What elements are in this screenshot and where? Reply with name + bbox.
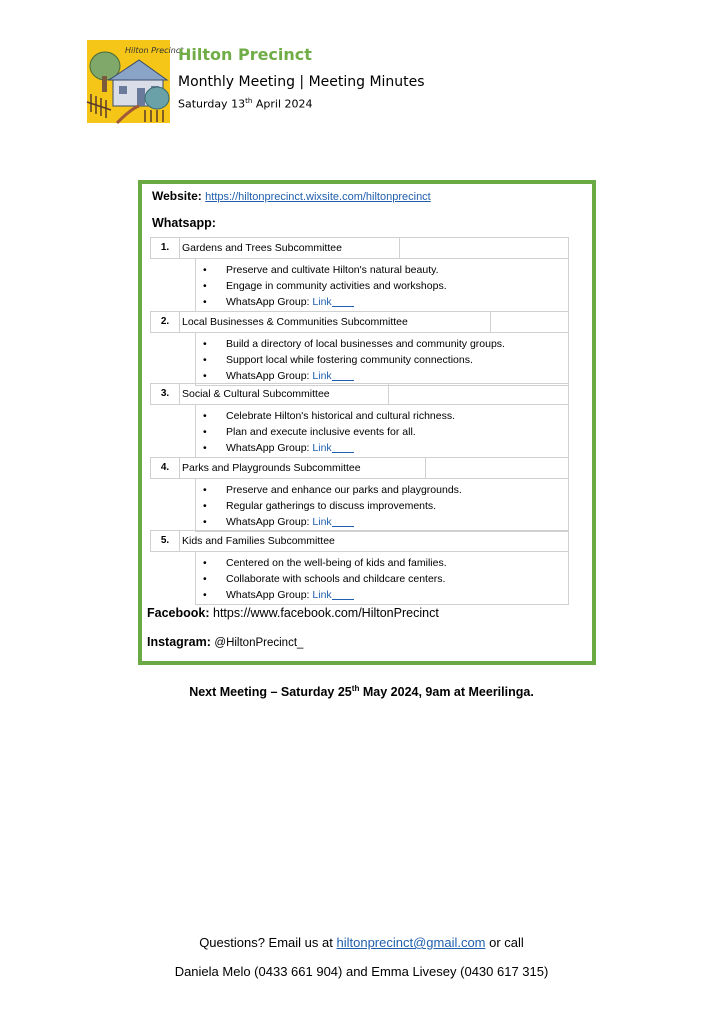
bullet-item: • Engage in community activities and workshops. (203, 280, 447, 292)
bullet-item: • Plan and execute inclusive events for all. (203, 426, 416, 438)
subcommittee-header (150, 311, 569, 333)
facebook-url[interactable]: https://www.facebook.com/HiltonPrecinct (213, 606, 439, 620)
subcommittee-title: Local Businesses & Communities Subcommittee (182, 316, 408, 328)
bullet-icon: • (203, 557, 207, 569)
subcommittee-title: Gardens and Trees Subcommittee (182, 242, 342, 254)
subcommittee-header (150, 383, 569, 405)
cell-divider (425, 458, 426, 478)
bullet-item: • Celebrate Hilton's historical and cultural richness. (203, 410, 456, 422)
bullet-icon: • (203, 589, 207, 601)
meeting-date: Saturday 13th April 2024 (178, 96, 313, 111)
subcommittee-number: 1. (151, 238, 180, 258)
bullet-icon: • (203, 280, 207, 292)
subcommittee-1 (150, 237, 569, 312)
website-line: Website: https://hiltonprecinct.wixsite.com/hiltonprecinct (152, 189, 431, 203)
whatsapp-group-link[interactable]: Link (312, 589, 332, 601)
instagram-line: Instagram: @HiltonPrecinct_ (147, 635, 304, 649)
cell-divider (490, 312, 491, 332)
link-underline (332, 526, 354, 527)
facebook-line: Facebook: https://www.facebook.com/HiltonPrecinct (147, 606, 439, 620)
bullet-item: • Centered on the well-being of kids and families. (203, 557, 447, 569)
subcommittee-details (195, 405, 569, 458)
bullet-icon: • (203, 370, 207, 382)
link-underline (332, 452, 354, 453)
bullet-icon: • (203, 410, 207, 422)
bullet-icon: • (203, 426, 207, 438)
whatsapp-group-item: • WhatsApp Group: Link (203, 294, 354, 310)
bullet-item: • Preserve and cultivate Hilton's natural beauty. (203, 264, 439, 276)
whatsapp-group-item: • WhatsApp Group: Link (203, 514, 354, 530)
subcommittee-number: 4. (151, 458, 180, 478)
bullet-icon: • (203, 338, 207, 350)
document-subtitle: Monthly Meeting | Meeting Minutes (178, 74, 425, 90)
whatsapp-group-item: • WhatsApp Group: Link (203, 368, 354, 384)
subcommittee-title: Parks and Playgrounds Subcommittee (182, 462, 361, 474)
subcommittee-header (150, 457, 569, 479)
footer-phone-line: Daniela Melo (0433 661 904) and Emma Livesey (0430 617 315) (174, 964, 549, 979)
subcommittee-details (195, 259, 569, 312)
subcommittee-3 (150, 383, 569, 458)
svg-text:Hilton Precinct: Hilton Precinct (125, 46, 184, 55)
subcommittee-4 (150, 457, 569, 532)
bullet-icon: • (203, 264, 207, 276)
whatsapp-group-item: • WhatsApp Group: Link (203, 587, 354, 603)
bullet-item: • Regular gatherings to discuss improvements. (203, 500, 437, 512)
whatsapp-group-link[interactable]: Link (312, 516, 332, 528)
cell-divider (388, 384, 389, 404)
bullet-icon: • (203, 354, 207, 366)
subcommittee-number: 2. (151, 312, 180, 332)
bullet-icon: • (203, 516, 207, 528)
website-link[interactable]: https://hiltonprecinct.wixsite.com/hiltonprecinct (205, 191, 431, 203)
bullet-icon: • (203, 442, 207, 454)
bullet-icon: • (203, 500, 207, 512)
whatsapp-group-link[interactable]: Link (312, 296, 332, 308)
next-meeting: Next Meeting – Saturday 25th May 2024, 9am at Meerilinga. (189, 684, 534, 700)
subcommittee-details (195, 333, 569, 386)
org-title: Hilton Precinct (178, 45, 312, 64)
hilton-precinct-logo (87, 40, 184, 123)
bullet-icon: • (203, 484, 207, 496)
bullet-item: • Collaborate with schools and childcare centers. (203, 573, 446, 585)
subcommittee-number: 3. (151, 384, 180, 404)
link-underline (332, 306, 354, 307)
whatsapp-group-link[interactable]: Link (312, 442, 332, 454)
bullet-item: • Build a directory of local businesses and community groups. (203, 338, 505, 350)
subcommittee-header (150, 530, 569, 552)
subcommittee-5 (150, 530, 569, 605)
subcommittee-title: Social & Cultural Subcommittee (182, 388, 330, 400)
subcommittee-header (150, 237, 569, 259)
subcommittee-details (195, 552, 569, 605)
whatsapp-heading: Whatsapp: (152, 216, 216, 230)
bullet-item: • Preserve and enhance our parks and playgrounds. (203, 484, 462, 496)
subcommittee-2 (150, 311, 569, 386)
subcommittee-number: 5. (151, 531, 180, 551)
bullet-item: • Support local while fostering community connections. (203, 354, 473, 366)
email-link[interactable]: hiltonprecinct@gmail.com (336, 935, 486, 950)
subcommittee-details (195, 479, 569, 532)
instagram-handle[interactable]: @HiltonPrecinct_ (214, 637, 304, 649)
footer-contact-line: Questions? Email us at hiltonprecinct@gmail.com or call (199, 935, 524, 950)
link-underline (332, 599, 354, 600)
cell-divider (399, 238, 400, 258)
whatsapp-group-item: • WhatsApp Group: Link (203, 440, 354, 456)
bullet-icon: • (203, 573, 207, 585)
link-underline (332, 380, 354, 381)
bullet-icon: • (203, 296, 207, 308)
whatsapp-group-link[interactable]: Link (312, 370, 332, 382)
subcommittee-title: Kids and Families Subcommittee (182, 535, 335, 547)
